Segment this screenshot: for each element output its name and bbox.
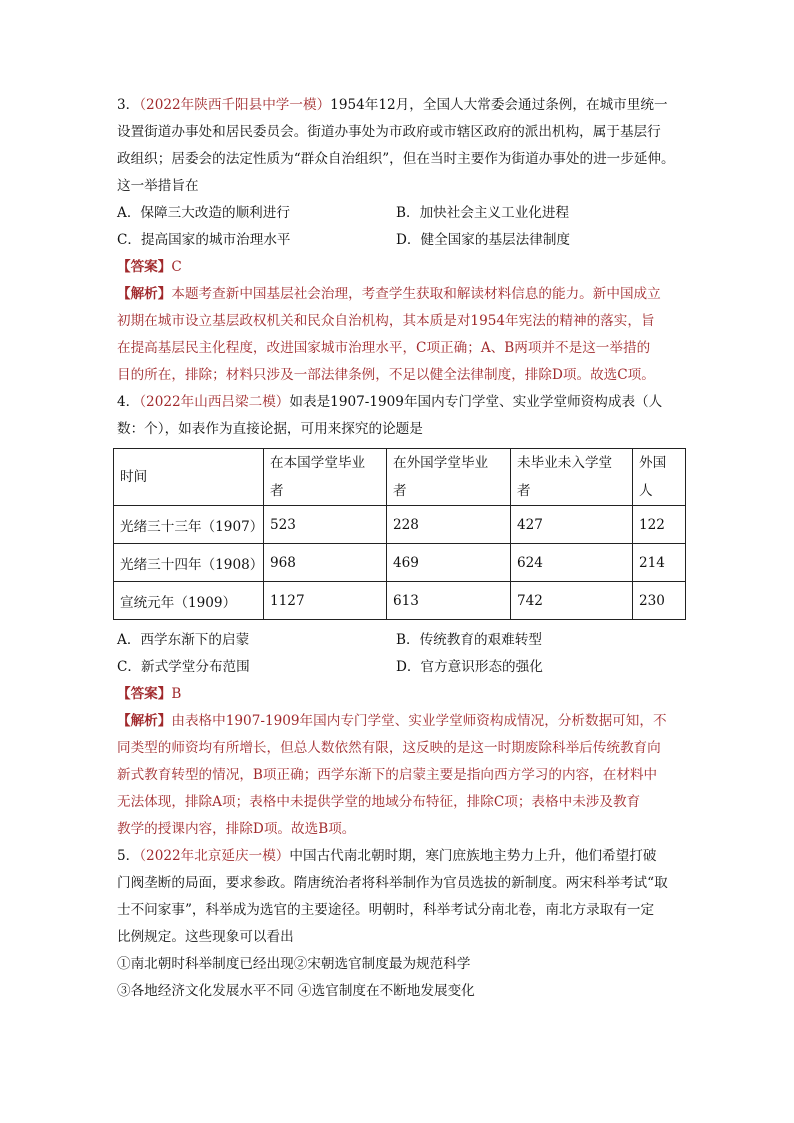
stem-text: 中国古代南北朝时期，寒门庶族地主势力上升，他们希望打破	[289, 848, 657, 864]
teacher-composition-table	[113, 448, 686, 620]
header-text: 未毕业未入学堂	[517, 455, 613, 471]
question-4-continued	[117, 627, 679, 843]
analysis-label: 【解析】	[117, 713, 172, 729]
q4-options-row-1	[117, 627, 679, 654]
q5-stem-line-1	[117, 843, 679, 870]
q4-analysis-line-1	[117, 708, 679, 735]
question-3	[117, 92, 679, 389]
q4-analysis-line-5: 教学的授课内容，排除D项。故选B项。	[117, 821, 356, 837]
question-source: （2022年北京延庆一模）	[139, 848, 290, 864]
table-cell: 742	[511, 582, 633, 620]
question-number: 3．	[117, 97, 140, 113]
table-cell: 624	[511, 544, 633, 582]
q3-options-row-1	[117, 200, 679, 227]
table-header-row	[114, 449, 686, 506]
table-cell: 427	[511, 506, 633, 544]
q4-stem-line-1	[117, 389, 679, 416]
q3-stem-line-3: 政组织；居委会的法定性质为“群众自治组织”，但在当时主要作为街道办事处的进一步延伸。	[117, 151, 675, 167]
header-text: 者	[517, 483, 531, 499]
table-cell: 光绪三十四年（1908）	[114, 544, 264, 582]
header-text: 者	[393, 483, 407, 499]
q4-options-row-2	[117, 654, 679, 681]
q3-analysis-line-4: 目的所在，排除；材料只涉及一部法律条例，不足以健全法律制度，排除D项。故选C项。	[117, 367, 655, 383]
stem-text: 如表是1907-1909年国内专门学堂、实业学堂师资构成表（人	[289, 394, 663, 410]
table-cell: 228	[387, 506, 511, 544]
table-cell: 613	[387, 582, 511, 620]
q4-analysis-line-2: 同类型的师资均有所增长，但总人数依然有限，这反映的是这一时期废除科举后传统教育向	[117, 740, 661, 756]
table-header-cell	[387, 449, 511, 506]
header-text: 外国	[639, 455, 667, 471]
q3-stem-line-2: 设置街道办事处和居民委员会。街道办事处为市政府或市辖区政府的派出机构，属于基层行	[117, 124, 661, 140]
stem-text: 1954年12月，全国人大常委会通过条例，在城市里统一	[330, 97, 668, 113]
option-b: B．加快社会主义工业化进程	[396, 205, 570, 221]
answer-label: 【答案】	[117, 259, 172, 275]
table-cell: 230	[633, 582, 686, 620]
table-row	[114, 582, 686, 620]
header-text: 人	[639, 483, 653, 499]
header-text: 时间	[120, 469, 148, 485]
q4-analysis-line-3: 新式教育转型的情况，B项正确；西学东渐下的启蒙主要是指向西方学习的内容，在材料中	[117, 767, 658, 783]
question-number: 5．	[117, 848, 140, 864]
option-a: A．保障三大改造的顺利进行	[117, 205, 290, 221]
table-cell: 968	[264, 544, 387, 582]
q4-analysis-line-4: 无法体现，排除A项；表格中未提供学堂的地域分布特征，排除C项；表格中未涉及教育	[117, 794, 641, 810]
question-4	[117, 389, 679, 443]
table-cell: 宣统元年（1909）	[114, 582, 264, 620]
answer-value: B	[171, 686, 182, 702]
option-b: B．传统教育的艰难转型	[396, 632, 542, 648]
table-cell: 1127	[264, 582, 387, 620]
header-text: 在外国学堂毕业	[393, 455, 489, 471]
q3-stem-line-1	[117, 92, 679, 119]
table-header-cell	[633, 449, 686, 506]
q3-analysis-line-3: 在提高基层民主化程度，改进国家城市治理水平，C项正确；A、B两项并不是这一举措的	[117, 340, 651, 356]
table-cell: 122	[633, 506, 686, 544]
table-row	[114, 544, 686, 582]
q5-stem-line-3: 士不问家事”，科举成为选官的主要途径。明朝时，科举考试分南北卷，南北方录取有一定	[117, 902, 655, 918]
q4-stem-line-2: 数：个），如表作为直接论据，可用来探究的论题是	[117, 421, 423, 437]
analysis-text: 本题考查新中国基层社会治理，考查学生获取和解读材料信息的能力。新中国成立	[171, 286, 661, 302]
q3-answer	[117, 254, 679, 281]
option-c: C．新式学堂分布范围	[117, 659, 250, 675]
q5-items-row-2: ③各地经济文化发展水平不同 ④选官制度在不断地发展变化	[117, 983, 475, 999]
table-cell: 214	[633, 544, 686, 582]
table-cell: 469	[387, 544, 511, 582]
question-source: （2022年陕西千阳县中学一模）	[139, 97, 331, 113]
table-header-cell	[114, 449, 264, 506]
table-cell: 光绪三十三年（1907）	[114, 506, 264, 544]
q3-options-row-2	[117, 227, 679, 254]
header-text: 在本国学堂毕业	[270, 455, 366, 471]
q3-stem-line-4: 这一举措旨在	[117, 178, 199, 194]
q5-stem-line-2: 门阀垄断的局面，要求参政。隋唐统治者将科举制作为官员选拔的新制度。两宋科举考试“取	[117, 875, 668, 891]
option-a: A．西学东渐下的启蒙	[117, 632, 250, 648]
answer-value: C	[171, 259, 182, 275]
header-text: 者	[270, 483, 284, 499]
q3-analysis-line-2: 初期在城市设立基层政权机关和民众自治机构，其本质是对1954年宪法的精神的落实，旨	[117, 313, 655, 329]
option-d: D．官方意识形态的强化	[396, 659, 543, 675]
question-5	[117, 843, 679, 1005]
answer-label: 【答案】	[117, 686, 172, 702]
question-number: 4．	[117, 394, 140, 410]
q5-stem-line-4: 比例规定。这些现象可以看出	[117, 929, 294, 945]
q5-items-row-1: ①南北朝时科举制度已经出现②宋朝选官制度最为规范科学	[117, 956, 471, 972]
table-cell: 523	[264, 506, 387, 544]
table-header-cell	[511, 449, 633, 506]
q4-answer	[117, 681, 679, 708]
question-source: （2022年山西吕梁二模）	[139, 394, 290, 410]
table-header-cell	[264, 449, 387, 506]
option-c: C．提高国家的城市治理水平	[117, 232, 291, 248]
table-row	[114, 506, 686, 544]
analysis-text: 由表格中1907-1909年国内专门学堂、实业学堂师资构成情况，分析数据可知，不	[171, 713, 667, 729]
q3-analysis-line-1	[117, 281, 679, 308]
option-d: D．健全国家的基层法律制度	[396, 232, 571, 248]
analysis-label: 【解析】	[117, 286, 172, 302]
